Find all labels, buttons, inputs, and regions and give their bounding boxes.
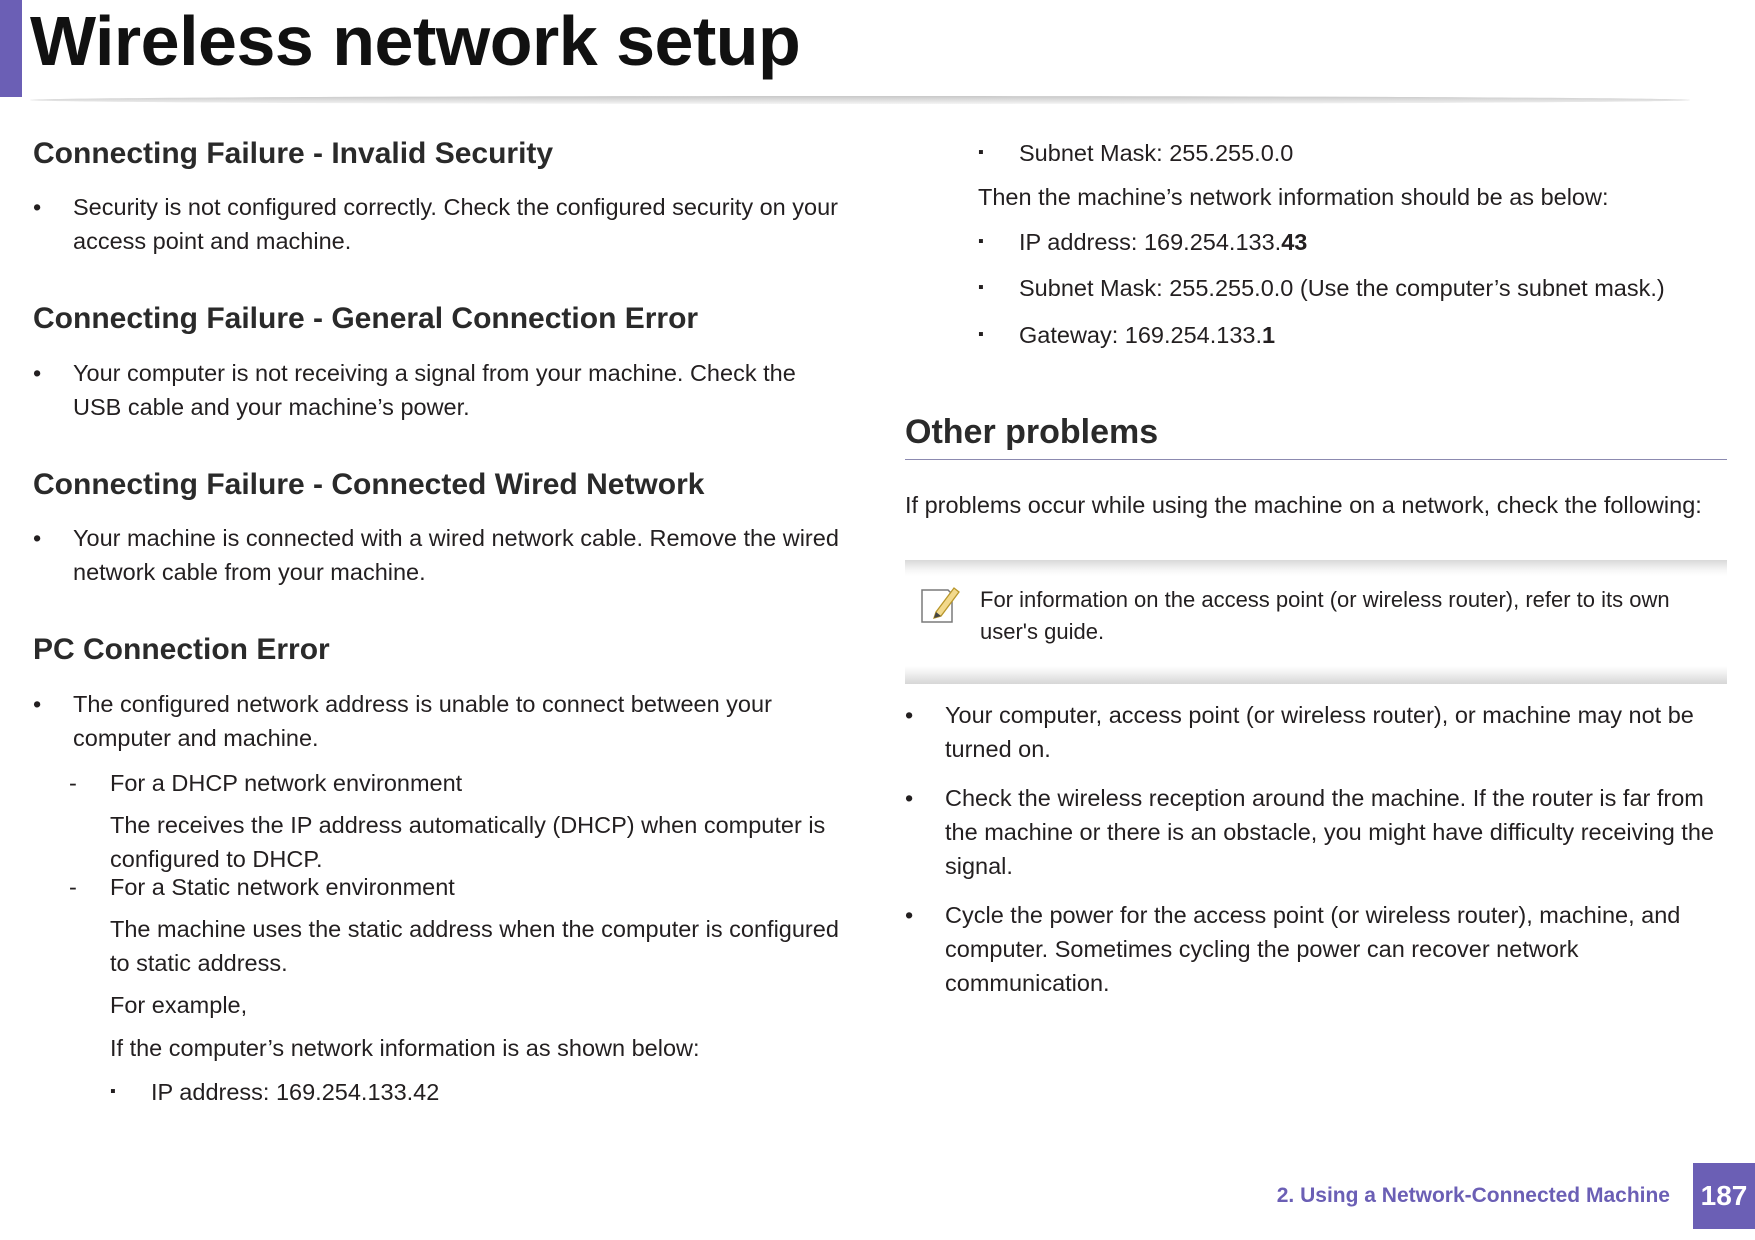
page-number-badge: 187 bbox=[1693, 1163, 1755, 1229]
list-item-text: Subnet Mask: 255.255.0.0 (Use the computer’s subnet mask.) bbox=[1019, 275, 1665, 301]
section-heading-invalid-security: Connecting Failure - Invalid Security bbox=[33, 137, 554, 170]
list-item-text: IP address: 169.254.133.42 bbox=[151, 1079, 440, 1105]
bullet-marker: • bbox=[905, 902, 914, 928]
note-text: For information on the access point (or wireless router), refer to its own user's guide. bbox=[980, 587, 1670, 644]
sub-list-item-label: For a Static network environment bbox=[110, 874, 455, 900]
other-problems-intro: If problems occur while using the machine on a network, check the following: bbox=[905, 492, 1702, 518]
list-item bbox=[905, 898, 1727, 1000]
bullet-marker: • bbox=[33, 360, 42, 386]
list-item-text: Your machine is connected with a wired network cable. Remove the wired network cable from your machine. bbox=[73, 525, 839, 585]
section-heading-general-connection-error: Connecting Failure - General Connection Error bbox=[33, 302, 699, 335]
dash-marker: - bbox=[69, 770, 77, 796]
list-item bbox=[110, 1075, 810, 1109]
list-item-text: The configured network address is unable to connect between your computer and machine. bbox=[73, 691, 772, 751]
list-item bbox=[33, 521, 843, 589]
dash-marker: - bbox=[69, 874, 77, 900]
section-heading-pc-connection-error: PC Connection Error bbox=[33, 633, 330, 666]
page-title: Wireless network setup bbox=[30, 2, 801, 80]
computer-info-intro: If the computer’s network information is as shown below: bbox=[110, 1035, 700, 1061]
list-item-text: Your computer is not receiving a signal from your machine. Check the USB cable and your machine’s power. bbox=[73, 360, 796, 420]
machine-info-intro: Then the machine’s network information should be as below: bbox=[978, 184, 1609, 210]
list-item-text: Your computer, access point (or wireless router), or machine may not be turned on. bbox=[945, 702, 1694, 762]
list-item bbox=[33, 687, 783, 755]
list-item bbox=[905, 698, 1727, 766]
square-bullet-marker: ▪ bbox=[978, 233, 984, 250]
list-item bbox=[33, 190, 843, 258]
bullet-marker: • bbox=[33, 194, 42, 220]
bullet-marker: • bbox=[33, 525, 42, 551]
square-bullet-marker: ▪ bbox=[978, 144, 984, 161]
title-divider bbox=[30, 96, 1690, 104]
list-item bbox=[978, 318, 1718, 352]
list-item bbox=[905, 781, 1727, 883]
list-item-text: Cycle the power for the access point (or wireless router), machine, and computer. Sometimes cycling the power can recover network communication. bbox=[945, 902, 1681, 996]
list-item bbox=[978, 225, 1718, 259]
ip-suffix: 43 bbox=[1281, 229, 1308, 255]
list-item-text bbox=[978, 318, 1718, 352]
list-item-text: Security is not configured correctly. Check the configured security on your access point and machine. bbox=[73, 194, 838, 254]
ip-prefix: IP address: 169.254.133. bbox=[1019, 229, 1282, 255]
list-item bbox=[33, 356, 843, 424]
bullet-marker: • bbox=[905, 785, 914, 811]
list-item-text bbox=[978, 225, 1718, 259]
title-accent-bar bbox=[0, 0, 22, 97]
static-description: The machine uses the static address when the computer is configured to static address. bbox=[110, 916, 839, 976]
square-bullet-marker: ▪ bbox=[978, 279, 984, 296]
square-bullet-marker: ▪ bbox=[978, 326, 984, 343]
bullet-marker: • bbox=[33, 691, 42, 717]
note-pencil-icon bbox=[918, 582, 962, 626]
list-item-text: Subnet Mask: 255.255.0.0 bbox=[1019, 140, 1294, 166]
list-item-text: Check the wireless reception around the machine. If the router is far from the machine or there is an obstacle, you might have difficulty receiving the signal. bbox=[945, 785, 1714, 879]
section-heading-connected-wired-network: Connecting Failure - Connected Wired Network bbox=[33, 468, 705, 501]
dhcp-description: The receives the IP address automatically (DHCP) when computer is configured to DHCP. bbox=[110, 812, 826, 872]
gateway-suffix: 1 bbox=[1262, 322, 1276, 348]
gateway-prefix: Gateway: 169.254.133. bbox=[1019, 322, 1263, 348]
sub-list-item-label: For a DHCP network environment bbox=[110, 770, 463, 796]
sub-list-item-static bbox=[69, 870, 769, 904]
example-text: For example, bbox=[110, 992, 248, 1018]
list-item bbox=[978, 136, 1718, 170]
footer-chapter-label: 2. Using a Network-Connected Machine bbox=[1276, 1184, 1670, 1207]
sub-list-item-dhcp bbox=[69, 766, 769, 800]
list-item bbox=[978, 271, 1718, 305]
square-bullet-marker: ▪ bbox=[110, 1083, 116, 1100]
bullet-marker: • bbox=[905, 702, 914, 728]
section-heading-other-problems: Other problems bbox=[905, 411, 1727, 460]
note-box bbox=[905, 560, 1727, 684]
